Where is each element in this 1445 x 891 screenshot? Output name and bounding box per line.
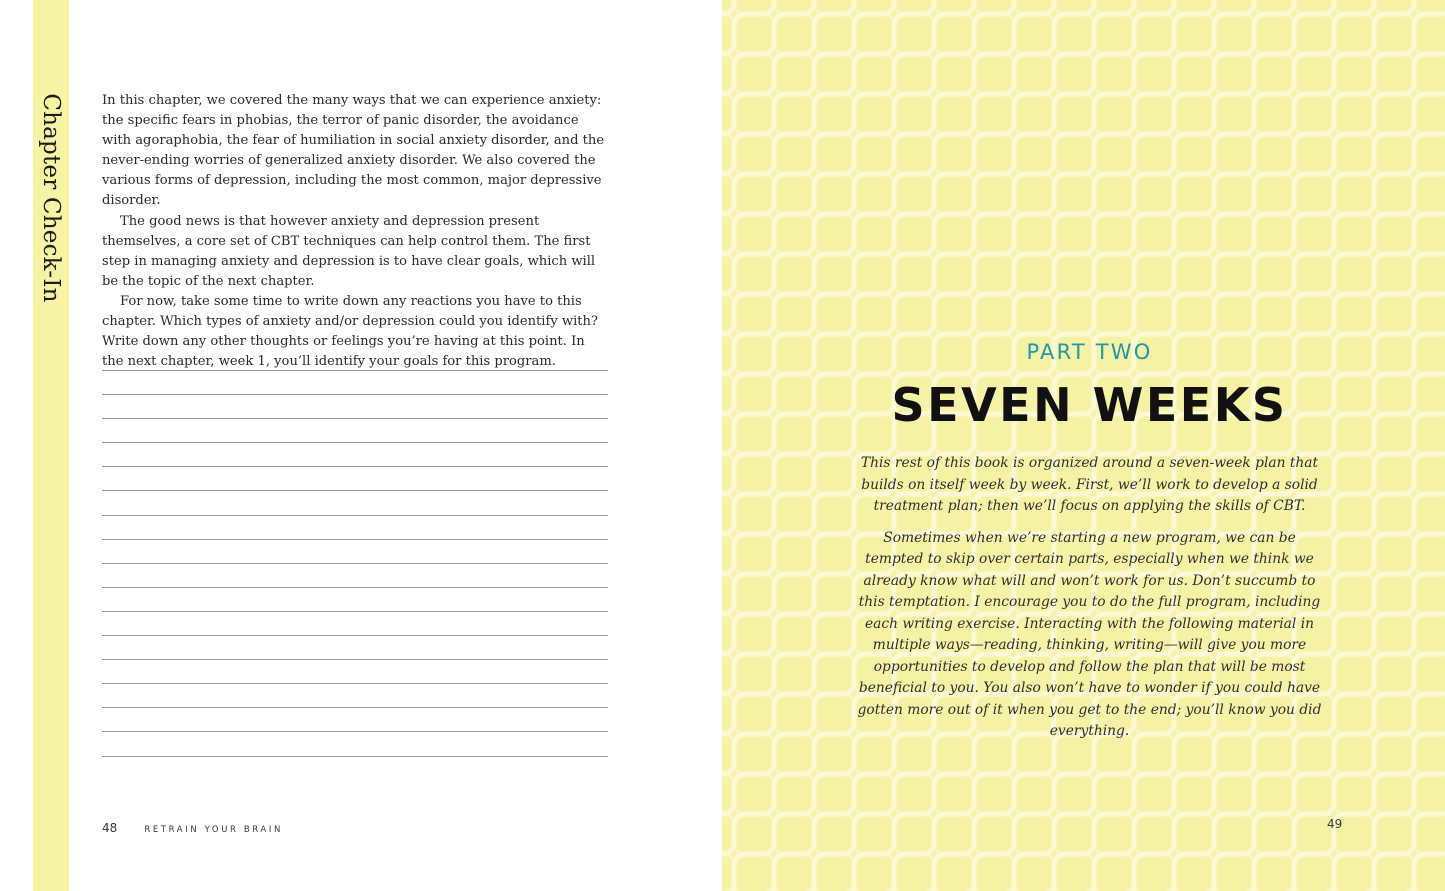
writing-line — [102, 659, 608, 683]
intro-paragraph-2: Sometimes when we’re starting a new program, we can be tempted to skip over certain parts, especially when we think we already know what will and won’t work for us. Don’t succumb to this temptation. I encourage you to do the full program, including each writing exercise. Interacting with the following material in multiple ways—reading, thinking, writing—will give you more opportunities to develop and follow the plan that will be most beneficial to you. You also won’t have to wonder if you could have gotten more out of it when you get to the end; you’ll know you did everything. — [857, 529, 1322, 739]
right-page — [722, 0, 1445, 891]
writing-line — [102, 490, 608, 514]
part-intro-text — [852, 453, 1327, 753]
writing-line — [102, 731, 608, 755]
writing-line — [102, 756, 608, 780]
page-number-left: 48 — [102, 821, 118, 835]
background-pattern — [722, 0, 1445, 891]
page-number-right: 49 — [1327, 817, 1343, 831]
writing-line — [102, 539, 608, 563]
left-page — [0, 0, 722, 891]
part-title: SEVEN WEEKS — [891, 378, 1288, 432]
writing-line — [102, 587, 608, 611]
paragraph-2: The good news is that however anxiety and depression present themselves, a core set of CBT techniques can help control them. The first step in managing anxiety and depression is to have clear goals, which will be the topic of the next chapter. — [102, 213, 596, 289]
paragraph-1: In this chapter, we covered the many ways that we can experience anxiety: the specific fears in phobias, the terror of panic disorder, the avoidance with agoraphobia, the fear of humiliation in social anxiety disorder, and the never-ending worries of generalized anxiety disorder. We also covered the various forms of depression, including the most common, major depressive disorder. — [102, 93, 605, 209]
writing-line — [102, 611, 608, 635]
writing-line — [102, 466, 608, 490]
chapter-summary-text — [102, 91, 608, 372]
chapter-heading-vertical: Chapter Check-In — [38, 93, 64, 303]
writing-line — [102, 563, 608, 587]
writing-line — [102, 707, 608, 731]
running-head: RETRAIN YOUR BRAIN — [144, 825, 283, 835]
writing-line — [102, 683, 608, 707]
writing-line — [102, 394, 608, 418]
part-label: PART TWO — [1026, 340, 1153, 364]
writing-line — [102, 442, 608, 466]
writing-line — [102, 635, 608, 659]
writing-line — [102, 418, 608, 442]
writing-line — [102, 515, 608, 539]
paragraph-3: For now, take some time to write down any reactions you have to this chapter. Which types of anxiety and/or depression could you identify with? Write down any other thoughts or feelings you’re having at this point. In the next chapter, week 1, you’ll identify your goals for this program. — [102, 293, 598, 370]
left-footer — [102, 817, 283, 836]
writing-lines — [102, 370, 608, 780]
writing-line — [102, 370, 608, 394]
intro-paragraph-1: This rest of this book is organized around a seven-week plan that builds on itself week by week. First, we’ll work to develop a solid treatment plan; then we’ll focus on applying the skills of CBT. — [860, 455, 1319, 514]
